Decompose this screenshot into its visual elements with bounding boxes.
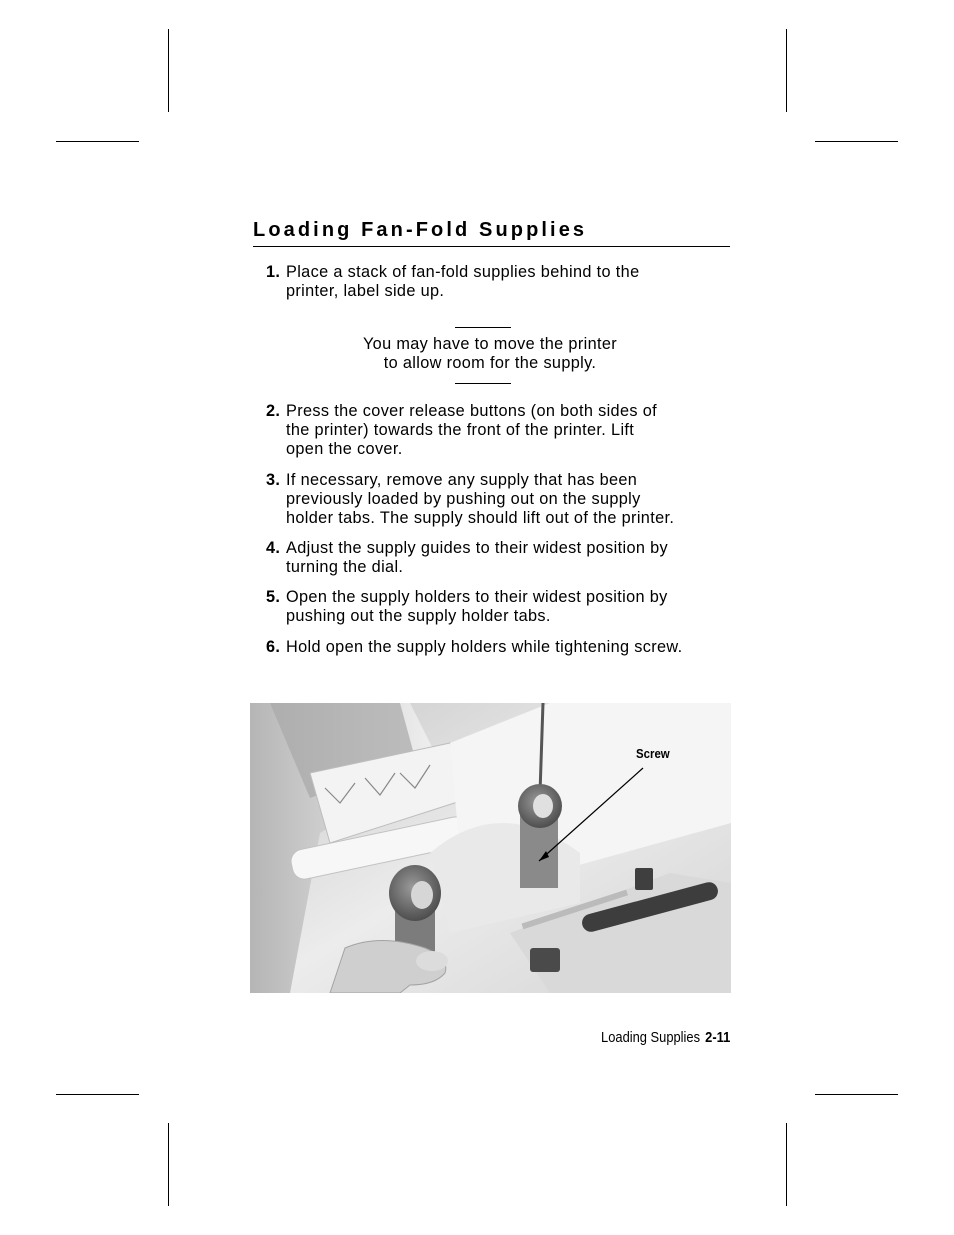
- step-3: [266, 471, 736, 529]
- note-line: to allow room for the supply.: [383, 354, 597, 373]
- note: [330, 335, 650, 373]
- crop-mark: [786, 29, 787, 112]
- crop-mark: [815, 141, 898, 142]
- step-number: 6.: [266, 638, 281, 656]
- crop-mark: [56, 1094, 139, 1095]
- crop-mark: [56, 141, 139, 142]
- footer-section-name: Loading Supplies: [600, 1029, 700, 1046]
- step-line: Place a stack of fan-fold supplies behind to the: [286, 263, 640, 281]
- step-line: Open the supply holders to their widest position by: [286, 588, 668, 606]
- crop-mark: [786, 1123, 787, 1206]
- step-line: If necessary, remove any supply that has been: [286, 471, 638, 489]
- crop-mark: [168, 29, 169, 112]
- step-line: pushing out the supply holder tabs.: [286, 607, 551, 626]
- step-line: previously loaded by pushing out on the supply: [286, 490, 641, 509]
- step-number: 4.: [266, 539, 281, 557]
- crop-mark: [168, 1123, 169, 1206]
- step-6: [266, 638, 736, 657]
- step-number: 1.: [266, 263, 281, 281]
- note-rule-bottom: [455, 383, 511, 384]
- step-1: [266, 263, 736, 301]
- title-underline: [253, 246, 730, 247]
- step-2: [266, 402, 736, 460]
- note-line: You may have to move the printer: [362, 335, 618, 353]
- step-line: Press the cover release buttons (on both sides of: [286, 402, 658, 420]
- step-4: [266, 539, 736, 577]
- step-number: 3.: [266, 471, 281, 489]
- step-line: open the cover.: [286, 440, 403, 459]
- section-title: Loading Fan-Fold Supplies: [253, 219, 588, 241]
- step-line: holder tabs. The supply should lift out of the printer.: [286, 509, 675, 528]
- step-number: 2.: [266, 402, 281, 420]
- note-rule-top: [455, 327, 511, 328]
- page-number: 2-11: [704, 1029, 730, 1046]
- step-line: Adjust the supply guides to their widest position by: [286, 539, 669, 557]
- step-line: turning the dial.: [286, 558, 404, 577]
- step-number: 5.: [266, 588, 281, 606]
- screw-callout-label: Screw: [636, 746, 670, 761]
- page-footer: [601, 1029, 730, 1046]
- crop-mark: [815, 1094, 898, 1095]
- step-line: printer, label side up.: [286, 282, 445, 301]
- step-line: the printer) towards the front of the printer. Lift: [286, 421, 635, 440]
- step-line: Hold open the supply holders while tightening screw.: [286, 638, 683, 656]
- step-5: [266, 588, 736, 626]
